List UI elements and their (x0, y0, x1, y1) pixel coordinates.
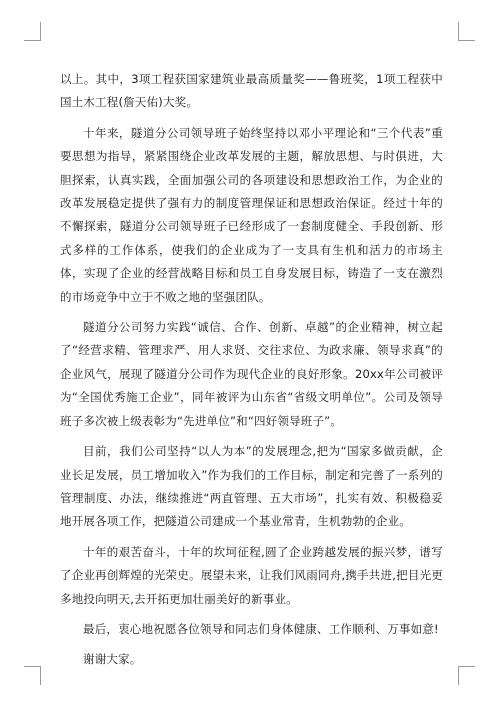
paragraph-current-goals: 目前，我们公司坚持“以人为本”的发展理念,把为“国家多做贡献，企业长足发展，员工增加收入”作为我们的工作目标，制定和完善了一系列的管理制度、办法，继续推进“两直管理、五大市场”，扎实有效、积极稳妥地开展各项工作，把隧道公司建成一个基业常青，生机勃勃的企业。 (60, 444, 443, 529)
paragraph-closing-wishes: 最后，衷心地祝愿各位领导和同志们身体健康、工作顺利、万事如意! (83, 621, 439, 636)
crop-mark-top-left (24, 22, 41, 41)
paragraph-thanks: 谢谢大家。 (83, 652, 142, 667)
paragraph-continuation: 以上。其中，3项工程获国家建筑业最高质量奖——鲁班奖，1项工程获中国土木工程(詹天佑)大奖。 (60, 72, 443, 110)
crop-mark-top-right (458, 22, 475, 41)
document-body (60, 68, 443, 679)
paragraph-enterprise-spirit: 隧道分公司努力实践“诚信、合作、创新、卓越”的企业精神，树立起了“经营求精、管理求严、用人求贤、交往求位、为政求廉、领导求真”的企业风气，展现了隧道分公司作为现代企业的良好形象。20xx年公司被评为“全国优秀施工企业”，同年被评为山东省“省级文明单位”。公司及领导班子多次被上级表彰为“先进单位”和“四好领导班子”。 (60, 320, 443, 428)
paragraph-ten-years: 十年来，隧道分公司领导班子始终坚持以邓小平理论和“三个代表”重要思想为指导，紧紧围绕企业改革发展的主题，解放思想、与时俱进，大胆探索，认真实践，全面加强公司的各项建设和思想政治工作，为企业的改革发展稳定提供了强有力的制度管理保证和思想政治保证。经过十年的不懈探索，隧道分公司领导班子已经形成了一套制度健全、手段创新、形式多样的工作体系，使我们的企业成为了一支具有生机和活力的市场主体，实现了企业的经营战略目标和员工自身发展目标，铸造了一支在激烈的市场竞争中立于不败之地的坚强团队。 (60, 125, 443, 304)
paragraph-outlook: 十年的艰苦奋斗，十年的坎坷征程,圆了企业跨越发展的振兴梦，谱写了企业再创辉煌的光荣史。展望未来，让我们风雨同舟,携手共进,把目光更多地投向明天,去开拓更加壮丽美好的新事业。 (60, 544, 443, 606)
crop-mark-bottom-left (24, 666, 41, 685)
crop-mark-bottom-right (458, 666, 475, 685)
